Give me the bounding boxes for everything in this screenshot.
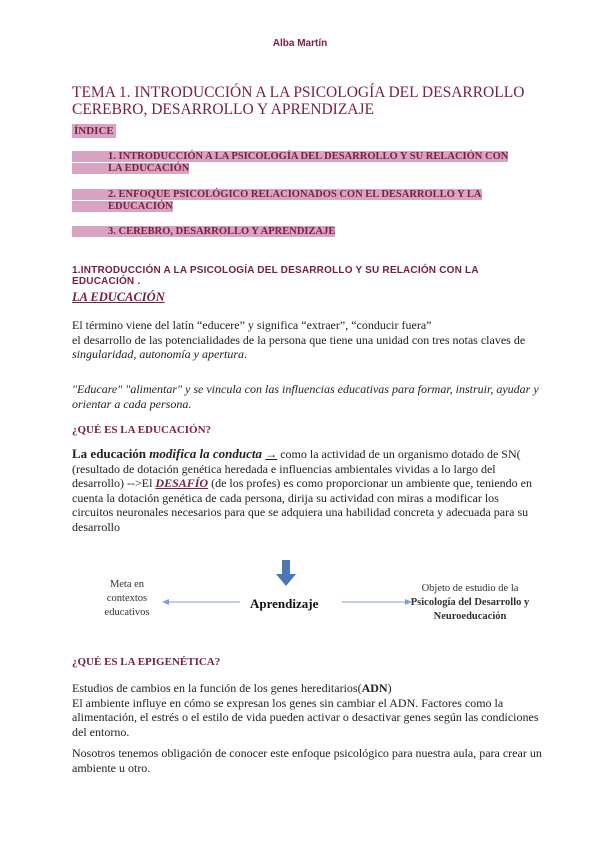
page-title [72, 84, 542, 118]
title-line-1: TEMA 1. INTRODUCCIÓN A LA PSICOLOGÍA DEL DESARROLLO [72, 84, 525, 101]
index-item-3-text: 3. CEREBRO, DESARROLLO Y APRENDIZAJE [72, 226, 335, 237]
left-arrow-icon [162, 599, 240, 605]
diagram-center-label: Aprendizaje [250, 596, 319, 611]
education-emphasis: modifica la conducta [149, 446, 266, 461]
educare-paragraph: "Educare" "alimentar" y se vincula con las influencias educativas para formar, instruir, ayudar y orientar a cada persona. [72, 382, 539, 411]
title-line-2: CEREBRO, DESARROLLO Y APRENDIZAJE [72, 101, 374, 118]
definition-line-1: El término viene del latín “educere” y significa “extraer”, “conducir fuera” [72, 318, 432, 332]
key-notes-italic: singularidad, autonomía y apertura [72, 347, 245, 361]
index-item-2-text: 2. ENFOQUE PSICOLÓGICO RELACIONADOS CON EL DESARROLLO Y LA EDUCACIÓN [72, 189, 482, 212]
epigenetics-paragraph [72, 681, 542, 739]
down-arrow-icon [276, 560, 296, 586]
index-item-1-text: 1. INTRODUCCIÓN A LA PSICOLOGÍA DEL DESARROLLO Y SU RELACIÓN CON LA EDUCACIÓN [72, 151, 508, 174]
index-item-3[interactable] [72, 226, 517, 238]
dna-bold: ADN [361, 681, 388, 695]
definition-line-2: el desarrollo de las potencialidades de la persona que tiene una unidad con tres notas claves de singularidad, autonomía y apertura. [72, 332, 526, 361]
challenge-word: DESAFÍO [155, 476, 209, 490]
education-paragraph: La educación modifica la conducta → como la actividad de un organismo dotado de SN( (resultado de dotación genética heredada e influencias ambientales vividas a lo largo del desarrollo) -->El DESAFÍO (de los profes) es como proporcionar un ambiente que, teniendo en cuenta la dotación genética de cada persona, dirija su actividad con miras a modificar los circuitos neuronales necesarios para que se adquiera una habilidad concreta y adecuada para su desarrollo [72, 446, 532, 534]
obligation-paragraph: Nosotros tenemos obligación de conocer este enfoque psicológico para nuestra aula, para crear un ambiente u otro. [72, 746, 542, 775]
what-is-epigenetics-heading: ¿QUÉ ES LA EPIGENÉTICA? [72, 656, 221, 668]
index-item-2[interactable] [72, 189, 517, 213]
epigenetics-line-2: El ambiente influye en cómo se expresan los genes sin cambiar el ADN. Factores como la alimentación, el estrés o el estilo de vida pueden activar o desactivar genes según las condiciones del entorno. [72, 695, 539, 739]
diagram-left-label: Meta en contextos educativos [104, 579, 150, 618]
what-is-education-heading: ¿QUÉ ES LA EDUCACIÓN? [72, 424, 212, 436]
right-arrow-icon: → [265, 447, 278, 461]
education-definition [72, 318, 542, 362]
index-label: ÍNDICE [74, 125, 114, 137]
diagram-right-label: Objeto de estudio de la Psicología del Desarrollo y Neuroeducación [410, 583, 530, 622]
author-name: Alba Martín [272, 38, 328, 49]
education-subheading: LA EDUCACIÓN [72, 290, 165, 304]
section-1-heading: 1.INTRODUCCIÓN A LA PSICOLOGÍA DEL DESARROLLO Y SU RELACIÓN CON LA EDUCACIÓN . [72, 265, 479, 287]
index-item-1[interactable] [72, 151, 517, 175]
epigenetics-line-1: Estudios de cambios en la función de los genes hereditarios(ADN) [72, 681, 392, 695]
education-lead: La educación [72, 446, 150, 461]
